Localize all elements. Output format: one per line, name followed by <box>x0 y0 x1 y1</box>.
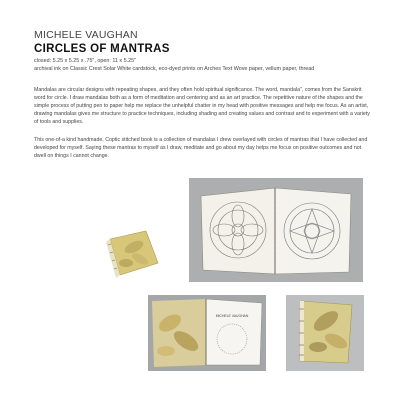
open-book-mandala-photo <box>189 178 363 282</box>
open-book-title-page-photo <box>148 295 266 371</box>
book-cover-photo <box>286 295 364 371</box>
description-paragraph-1: Mandalas are circular designs with repeating shapes, and they often hold spiritual significance. The word, mandala", comes from the Sanskrit word for circle. I draw mandalas both as a form of meditation and centering and as an art practice. The repetitive nature of the shapes and the simple process of putting pen to paper help me replace the unhelpful chatter in my head with positive messages and help me focus. As an artist, drawing mandalas gives me structure to practice techniques, including shading and creating values and contrast and to experiment with a variety of tools and supplies. <box>34 87 370 126</box>
closed-book-coptic-photo <box>98 223 164 282</box>
artist-name: MICHELE VAUGHAN <box>34 29 138 41</box>
materials-line: archival ink on Classic Crest Solar White cardstock, eco-dyed prints on Arches Text Wove paper, vellum paper, thread <box>34 66 315 72</box>
description-paragraph-2: This one-of-a kind handmade, Coptic stitched book is a collection of mandalas I drew overlayed with circles of mantras that I have collected and developed for myself. Saying these mantras to myself as I draw, meditate and go about my day helps me focus on positive outcomes and not dwell on things I cannot change. <box>34 137 368 160</box>
dimensions-line: closed: 5.25 x 5.25 x .75", open: 11 x 5.25" <box>34 58 137 64</box>
inner-title-text: MICHELE VAUGHAN <box>215 314 249 318</box>
book-title: CIRCLES OF MANTRAS <box>34 43 170 55</box>
